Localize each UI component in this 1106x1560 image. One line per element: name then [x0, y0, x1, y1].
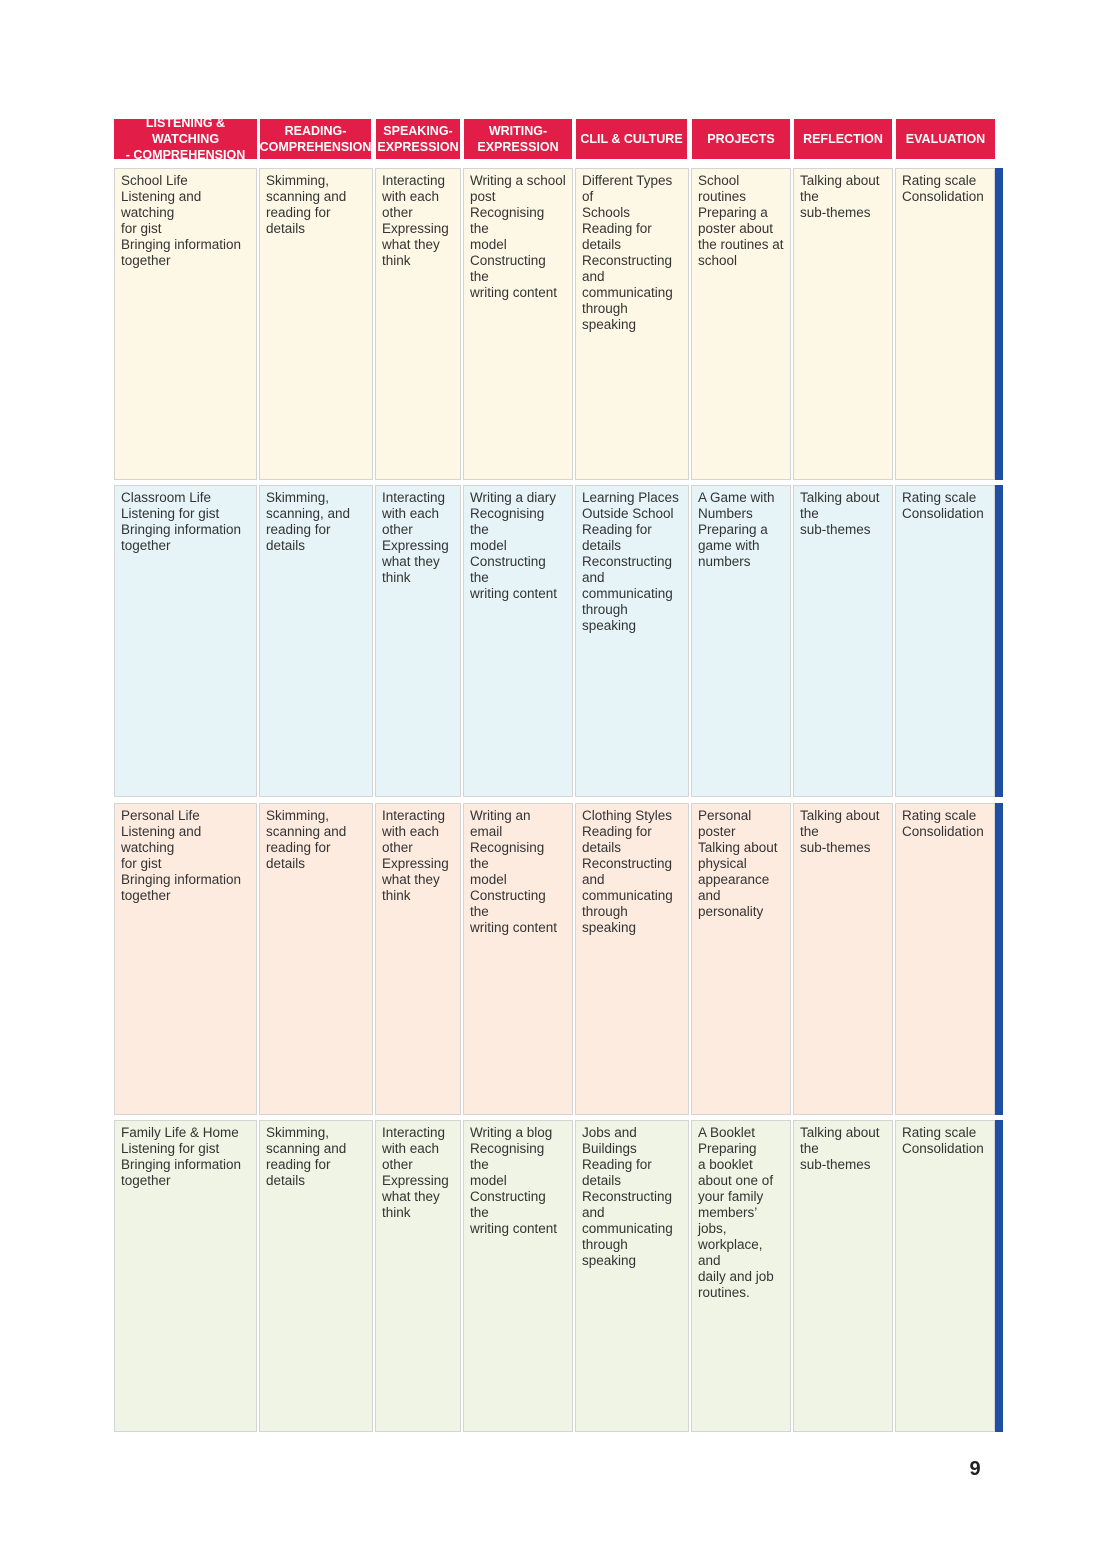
cell-reflection: Talking about the sub-themes [793, 168, 893, 480]
cell-writing: Writing a school post Recognising the model Constructing the writing content [463, 168, 573, 480]
cell-reading: Skimming, scanning and reading for details [259, 168, 373, 480]
cell-clil-culture: Learning Places Outside School Reading for details Reconstructing and communicating through speaking [575, 485, 689, 797]
cell-evaluation: Rating scale Consolidation [895, 1120, 995, 1432]
cell-reading: Skimming, scanning, and reading for details [259, 485, 373, 797]
cell-reflection: Talking about the sub-themes [793, 1120, 893, 1432]
header-evaluation: EVALUATION [896, 119, 995, 159]
cell-projects: School routines Preparing a poster about the routines at school [691, 168, 791, 480]
cell-reading: Skimming, scanning and reading for details [259, 803, 373, 1115]
row-accent-bar [995, 803, 1003, 1115]
cell-reflection: Talking about the sub-themes [793, 485, 893, 797]
cell-evaluation: Rating scale Consolidation [895, 485, 995, 797]
header-projects: PROJECTS [692, 119, 790, 159]
cell-listening: Personal Life Listening and watching for gist Bringing information together [114, 803, 257, 1115]
header-reading-comprehension: READING- COMPREHENSION [260, 119, 371, 159]
cell-reading: Skimming, scanning and reading for details [259, 1120, 373, 1432]
cell-reflection: Talking about the sub-themes [793, 803, 893, 1115]
cell-speaking: Interacting with each other Expressing what they think [375, 1120, 461, 1432]
header-clil-culture: CLIL & CULTURE [576, 119, 687, 159]
table-row-personal-life [0, 803, 1106, 1115]
cell-writing: Writing a blog Recognising the model Constructing the writing content [463, 1120, 573, 1432]
table-header-row [0, 116, 1106, 162]
cell-evaluation: Rating scale Consolidation [895, 803, 995, 1115]
cell-listening: School Life Listening and watching for gist Bringing information together [114, 168, 257, 480]
cell-writing: Writing an email Recognising the model Constructing the writing content [463, 803, 573, 1115]
header-speaking-expression: SPEAKING- EXPRESSION [376, 119, 460, 159]
cell-projects: Personal poster Talking about physical appearance and personality [691, 803, 791, 1115]
row-accent-bar [995, 168, 1003, 480]
table-row-classroom-life [0, 485, 1106, 797]
header-listening-watching-comprehension: LISTENING & WATCHING - COMPREHENSION [114, 119, 257, 159]
header-writing-expression: WRITING- EXPRESSION [464, 119, 572, 159]
cell-speaking: Interacting with each other Expressing what they think [375, 168, 461, 480]
cell-writing: Writing a diary Recognising the model Constructing the writing content [463, 485, 573, 797]
row-accent-bar [995, 485, 1003, 797]
cell-evaluation: Rating scale Consolidation [895, 168, 995, 480]
cell-projects: A Booklet Preparing a booklet about one of your family members’ jobs, workplace, and daily and job routines. [691, 1120, 791, 1432]
cell-listening: Family Life & Home Listening for gist Bringing information together [114, 1120, 257, 1432]
table-row-school-life [0, 168, 1106, 480]
table-row-family-life-home [0, 1120, 1106, 1432]
cell-speaking: Interacting with each other Expressing what they think [375, 803, 461, 1115]
header-reflection: REFLECTION [794, 119, 892, 159]
cell-projects: A Game with Numbers Preparing a game with numbers [691, 485, 791, 797]
cell-listening: Classroom Life Listening for gist Bringing information together [114, 485, 257, 797]
cell-clil-culture: Jobs and Buildings Reading for details Reconstructing and communicating through speaking [575, 1120, 689, 1432]
cell-speaking: Interacting with each other Expressing what they think [375, 485, 461, 797]
row-accent-bar [995, 1120, 1003, 1432]
cell-clil-culture: Different Types of Schools Reading for details Reconstructing and communicating through speaking [575, 168, 689, 480]
page-number: 9 [969, 1458, 981, 1480]
cell-clil-culture: Clothing Styles Reading for details Reconstructing and communicating through speaking [575, 803, 689, 1115]
